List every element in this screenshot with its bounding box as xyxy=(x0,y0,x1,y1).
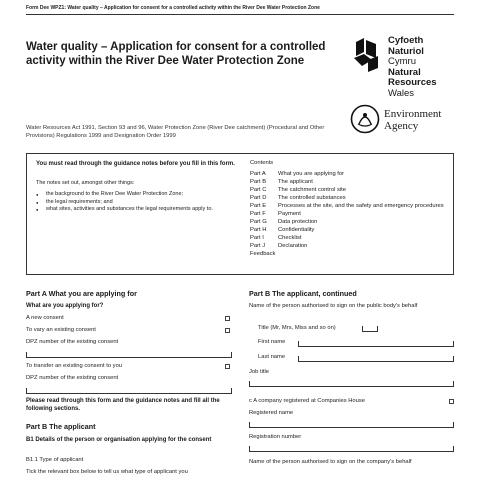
contents-item[interactable]: Part J Declaration xyxy=(250,243,308,249)
contents-item[interactable]: Part F Payment xyxy=(250,211,301,217)
contents-item[interactable]: Part H Confidentiality xyxy=(250,227,315,233)
part-a-read-note: Please read through this form and the guidance notes and fill all the following sections. xyxy=(26,398,220,412)
new-consent-checkbox[interactable] xyxy=(225,316,230,321)
page-title: Water quality – Application for consent for a controlled activity within the River Dee Water Protection Zone xyxy=(26,41,326,67)
contents-item[interactable]: Part C The catchment control site xyxy=(250,187,346,193)
registered-name-label: Registered name xyxy=(249,410,294,416)
guidance-bullets xyxy=(36,191,246,214)
new-consent-label: A new consent xyxy=(26,315,64,321)
vary-consent-label: To vary an existing consent xyxy=(26,327,96,333)
company-signatory-label: Name of the person authorised to sign on the company's behalf xyxy=(249,459,412,465)
ea-line-2: Agency xyxy=(384,120,419,132)
header-rule xyxy=(26,14,454,15)
contents-item[interactable]: Part G Data protection xyxy=(250,219,318,225)
b1-heading: B1 Details of the person or organisation applying for the consent xyxy=(26,437,212,443)
part-a-heading: Part A What you are applying for xyxy=(26,289,137,298)
part-b-continued-heading: Part B The applicant, continued xyxy=(249,289,357,298)
registration-number-field[interactable] xyxy=(249,446,454,452)
transfer-consent-label: To transfer an existing consent to you xyxy=(26,363,123,369)
nrw-line-5: Resources xyxy=(388,77,437,88)
contents-title: Contents xyxy=(250,160,274,166)
dpz-number-transfer-label: DPZ number of the existing consent xyxy=(26,375,119,381)
first-name-label: First name xyxy=(258,339,286,345)
contents-item[interactable]: Part D The controlled substances xyxy=(250,195,346,201)
contents-item[interactable]: Part I Checklist xyxy=(250,235,302,241)
transfer-consent-checkbox[interactable] xyxy=(225,364,230,369)
first-name-field[interactable] xyxy=(298,341,454,347)
contents-item[interactable]: Part A What you are applying for xyxy=(250,171,345,177)
nrw-line-4: Natural xyxy=(388,66,421,78)
title-label: Title (Mr, Mrs, Miss and so on) xyxy=(258,325,336,331)
registered-name-field[interactable] xyxy=(249,422,454,428)
dpz-number-transfer-field[interactable] xyxy=(26,388,232,394)
contents-list xyxy=(250,170,450,258)
dpz-number-label: DPZ number of the existing consent xyxy=(26,339,119,345)
dpz-number-field[interactable] xyxy=(26,352,232,358)
title-field[interactable] xyxy=(362,326,378,332)
contents-feedback[interactable]: Feedback xyxy=(250,251,276,257)
part-b-heading: Part B The applicant xyxy=(26,422,96,431)
part-a-question: What are you applying for? xyxy=(26,303,104,309)
environment-agency-mark-icon xyxy=(350,104,380,134)
natural-resources-wales-logo xyxy=(350,36,460,106)
guidance-must-read: You must read through the guidance notes before you fill in this form. xyxy=(36,161,235,167)
nrw-line-6: Wales xyxy=(388,87,415,99)
legislation-reference: Water Resources Act 1991, Section 93 and 96, Water Protection Zone (River Dee catchment) (Procedural and Other Provisions) Regulations 1999 and Designation Order 1999 xyxy=(26,125,325,139)
form-reference: Form Dee WPZ1: Water quality – Application for consent for a controlled activity within the River Dee Water Protection Zone xyxy=(26,5,320,11)
nrw-line-2: Naturiol xyxy=(388,45,424,57)
environment-agency-logo xyxy=(350,104,460,140)
guidance-intro: The notes set out, amongst other things: xyxy=(36,180,135,186)
company-option-checkbox[interactable] xyxy=(449,399,454,404)
last-name-field[interactable] xyxy=(298,356,454,362)
nrw-line-3: Cymru xyxy=(388,56,416,67)
guidance-bullet: ● the background to the River Dee Water Protection Zone; xyxy=(36,191,246,199)
guidance-bullet: ● the legal requirements; and xyxy=(36,199,246,207)
contents-item[interactable]: Part E Processes at the site, and the safety and emergency procedures xyxy=(250,203,444,209)
nrw-line-1: Cyfoeth xyxy=(388,35,424,46)
company-option-label: c A company registered at Companies House xyxy=(249,398,365,404)
job-title-field[interactable] xyxy=(249,381,454,387)
b11-instruction: Tick the relevant box below to tell us what type of applicant you xyxy=(26,469,188,475)
vary-consent-checkbox[interactable] xyxy=(225,328,230,333)
last-name-label: Last name xyxy=(258,354,286,360)
public-body-signatory-label: Name of the person authorised to sign on the public body's behalf xyxy=(249,303,418,309)
b11-heading: B1.1 Type of applicant xyxy=(26,457,84,463)
guidance-bullet: ● what sites, activities and substances the legal requirements apply to. xyxy=(36,206,246,214)
job-title-label: Job title xyxy=(249,369,269,375)
contents-item[interactable]: Part B The applicant xyxy=(250,179,313,185)
nrw-mark-icon xyxy=(350,36,384,74)
ea-line-1: Environment xyxy=(384,108,442,120)
registration-number-label: Registration number xyxy=(249,434,302,440)
